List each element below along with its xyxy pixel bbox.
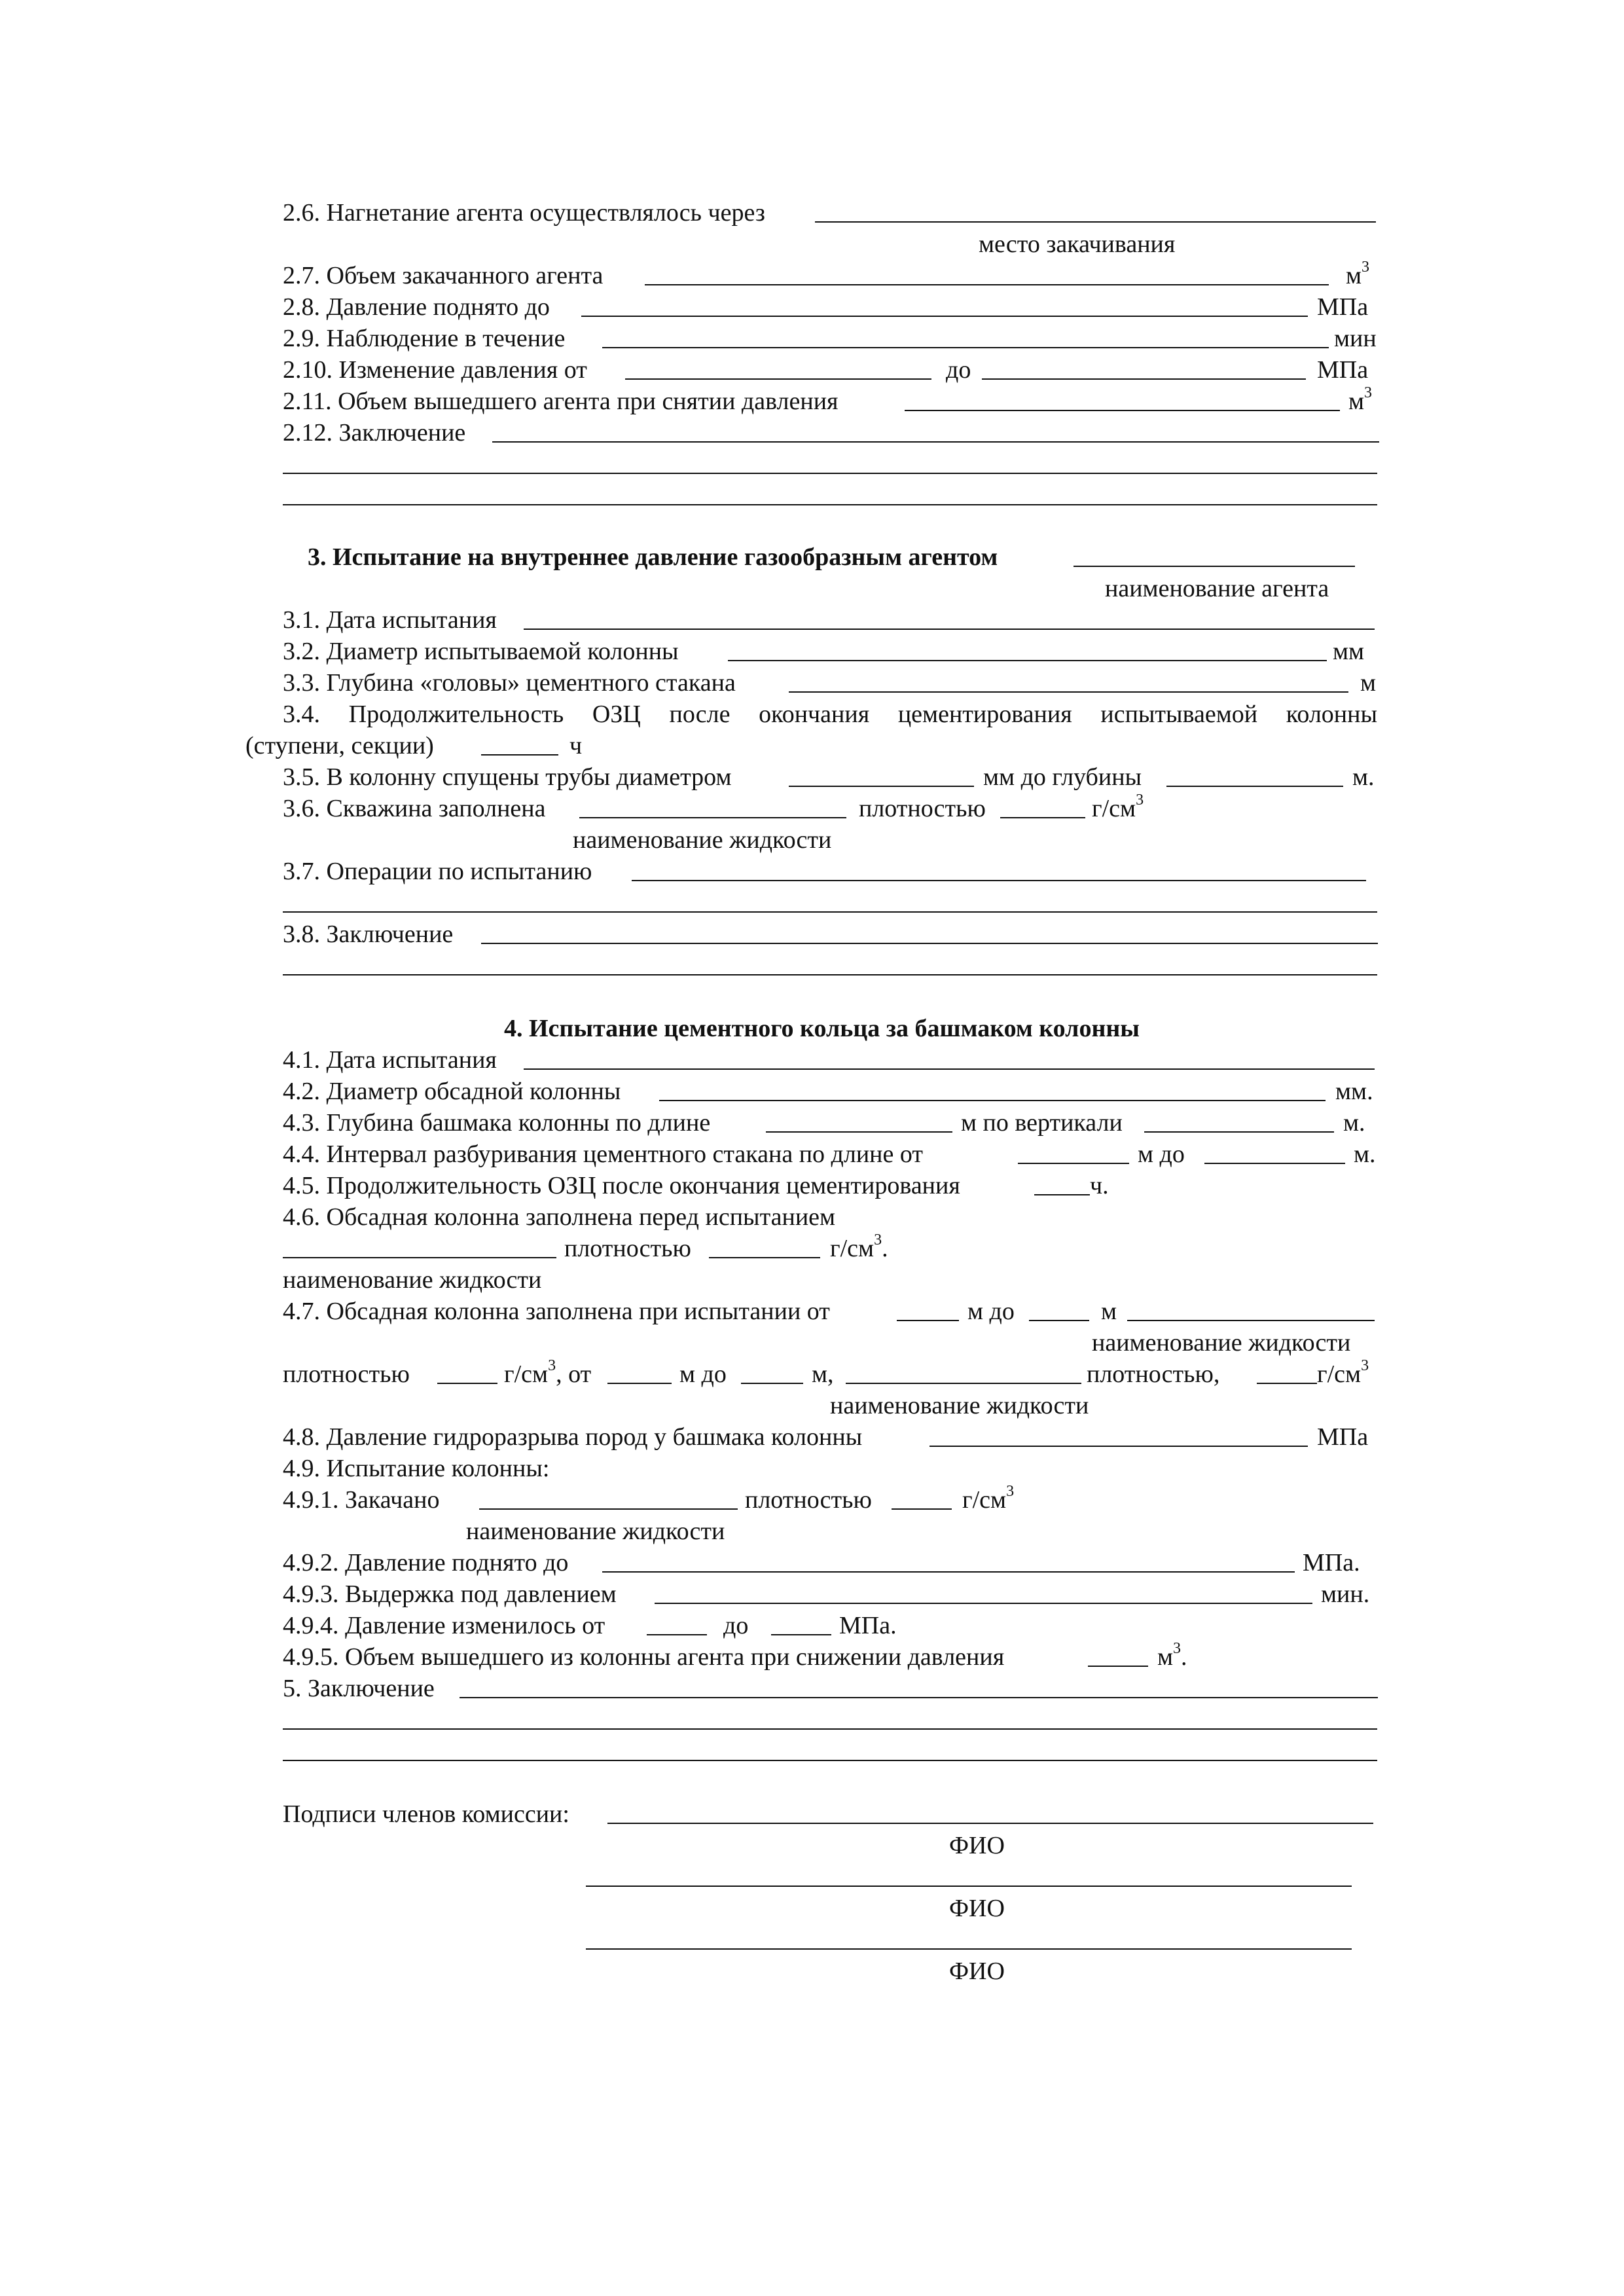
item-4-9-label: 4.9. Испытание колонны: [283,1455,550,1482]
item-4-9-1-hint: наименование жидкости [466,1518,725,1545]
item-2-10-from-field[interactable] [625,378,931,380]
item-4-1-field[interactable] [524,1068,1375,1070]
item-4-9-2-label: 4.9.2. Давление поднято до [283,1549,569,1576]
item-4-7b-hint: наименование жидкости [830,1392,1089,1419]
item-3-5-unit: м. [1352,763,1375,791]
item-4-5-unit: ч. [1090,1172,1109,1199]
item-4-7b-fluid-field[interactable] [846,1383,1081,1384]
section-3-agent-hint: наименование агента [1105,575,1329,602]
item-2-7-label: 2.7. Объем закачанного агента [283,262,604,289]
item-4-7-a: м до [967,1298,1015,1325]
item-5-field-2[interactable] [283,1728,1377,1730]
item-3-5-mid: мм до глубины [983,763,1142,791]
item-4-9-2-unit: МПа. [1303,1549,1360,1576]
item-4-3-length-field[interactable] [766,1131,952,1133]
item-4-7-hint: наименование жидкости [1092,1329,1351,1357]
item-3-5-label: 3.5. В колонну спущены трубы диаметром [283,763,732,791]
item-4-9-1-label: 4.9.1. Закачано [283,1486,440,1514]
item-4-7b-b: м, [812,1360,834,1388]
item-2-7-unit: $м^3$ [1346,259,1370,289]
item-4-7b-density-field[interactable] [437,1383,497,1384]
item-4-7b-density2-field[interactable] [1257,1383,1317,1384]
item-4-3-label: 4.3. Глубина башмака колонны по длине [283,1109,711,1137]
item-2-12-field[interactable] [492,441,1379,443]
item-4-2-field[interactable] [659,1100,1326,1101]
item-4-7-fluid-field[interactable] [1127,1320,1375,1321]
item-3-4-label-cont: (ступени, секции) [245,732,434,759]
signature-hint-1: ФИО [949,1832,1005,1859]
signature-line-2[interactable] [586,1886,1352,1887]
item-2-12-field-2[interactable] [283,473,1377,474]
item-2-9-field[interactable] [602,347,1329,348]
item-4-6-mid: плотностью [564,1235,691,1262]
item-4-9-4-unit: МПа. [839,1612,897,1639]
item-4-9-3-field[interactable] [655,1603,1312,1604]
item-4-4-mid: м до [1138,1140,1185,1168]
item-2-6-field[interactable] [815,221,1376,223]
item-4-9-5-unit: $м^3$. [1157,1640,1187,1671]
item-4-4-label: 4.4. Интервал разбуривания цементного стакана по длине от [283,1140,923,1168]
item-4-9-1-unit: $г/см^3$ [962,1483,1015,1514]
item-4-7-b: м [1101,1298,1117,1325]
item-2-8-field[interactable] [581,316,1308,317]
item-4-3-mid: м по вертикали [961,1109,1123,1137]
item-4-9-1-mid: плотностью [745,1486,872,1514]
item-3-4-label: 3.4. Продолжительность ОЗЦ после окончания цементирования испытываемой колонны [283,701,1377,728]
item-5-label: 5. Заключение [283,1675,435,1702]
item-4-3-unit: м. [1343,1109,1365,1137]
signature-hint-2: ФИО [949,1895,1005,1922]
item-3-3-field[interactable] [789,691,1348,693]
item-3-7-field[interactable] [632,880,1366,881]
item-3-1-label: 3.1. Дата испытания [283,606,497,634]
item-4-9-4-from-field[interactable] [647,1634,707,1635]
item-3-3-unit: м [1360,669,1377,697]
item-2-12-label: 2.12. Заключение [283,419,466,446]
item-3-6-unit: $г/см^3$ [1092,792,1144,822]
item-3-6-fluid-field[interactable] [579,817,846,818]
item-4-7b-c: плотностью, [1087,1360,1220,1388]
item-3-7-label: 3.7. Операции по испытанию [283,858,592,885]
item-2-8-label: 2.8. Давление поднято до [283,293,550,321]
item-4-7-from-field[interactable] [897,1320,959,1321]
item-4-9-4-to-field[interactable] [771,1634,831,1635]
signature-line-3[interactable] [586,1948,1352,1950]
item-4-6-density-field[interactable] [709,1257,820,1258]
item-4-9-1-fluid-field[interactable] [479,1508,738,1510]
item-4-6-fluid-field[interactable] [283,1257,556,1258]
item-4-7b-unit2: $г/см^3$ [1317,1357,1369,1388]
item-4-7b-from-field[interactable] [607,1383,672,1384]
item-4-6-label: 4.6. Обсадная колонна заполнена перед испытанием [283,1203,836,1231]
item-3-8-label: 3.8. Заключение [283,920,454,948]
item-4-9-2-field[interactable] [602,1571,1295,1573]
item-5-field[interactable] [460,1697,1378,1698]
item-4-7-to-field[interactable] [1029,1320,1089,1321]
item-2-6-label: 2.6. Нагнетание агента осуществлялось через [283,199,765,227]
item-4-6-hint: наименование жидкости [283,1266,542,1294]
item-4-1-label: 4.1. Дата испытания [283,1046,497,1074]
item-3-6-label: 3.6. Скважина заполнена [283,795,546,822]
section-4-title: 4. Испытание цементного кольца за башмаком колонны [504,1015,1140,1042]
section-3-agent-field[interactable] [1074,566,1355,567]
item-2-10-to-field[interactable] [982,378,1306,380]
item-3-1-field[interactable] [524,629,1375,630]
item-2-7-field[interactable] [645,284,1329,285]
item-2-12-field-3[interactable] [283,504,1377,505]
item-4-9-4-label: 4.9.4. Давление изменилось от [283,1612,605,1639]
item-3-6-density-field[interactable] [1000,817,1085,818]
item-4-4-to-field[interactable] [1204,1163,1345,1164]
item-3-2-label: 3.2. Диаметр испытываемой колонны [283,638,679,665]
item-4-9-1-density-field[interactable] [892,1508,952,1510]
item-3-6-hint: наименование жидкости [573,826,832,854]
item-4-7b-to-field[interactable] [741,1383,803,1384]
item-4-8-field[interactable] [929,1446,1308,1447]
item-3-8-field[interactable] [481,943,1378,944]
item-4-9-3-unit: мин. [1321,1580,1370,1608]
item-4-2-unit: мм. [1335,1078,1373,1105]
item-4-2-label: 4.2. Диаметр обсадной колонны [283,1078,621,1105]
item-4-7b-a: м до [679,1360,727,1388]
item-3-3-label: 3.3. Глубина «головы» цементного стакана [283,669,736,697]
item-2-9-unit: мин [1334,325,1377,352]
item-2-11-label: 2.11. Объем вышедшего агента при снятии давления [283,388,839,415]
item-2-11-field[interactable] [905,410,1340,411]
item-3-6-mid: плотностью [859,795,986,822]
item-4-3-vertical-field[interactable] [1144,1131,1334,1133]
signatures-label: Подписи членов комиссии: [283,1800,569,1828]
item-2-10-label: 2.10. Изменение давления от [283,356,587,384]
item-2-9-label: 2.9. Наблюдение в течение [283,325,566,352]
item-4-7b-label: плотностью [283,1360,410,1388]
item-2-11-unit: $м^3$ [1348,384,1373,415]
item-4-9-5-label: 4.9.5. Объем вышедшего из колонны агента при снижении давления [283,1643,1005,1671]
item-3-7-field-2[interactable] [283,911,1377,913]
item-4-5-label: 4.5. Продолжительность ОЗЦ после окончания цементирования [283,1172,960,1199]
item-3-4-field[interactable] [481,754,558,756]
item-3-2-field[interactable] [728,660,1327,661]
section-3-title: 3. Испытание на внутреннее давление газообразным агентом [308,543,998,571]
item-5-field-3[interactable] [283,1760,1377,1761]
item-2-6-hint: место закачивания [979,230,1176,258]
item-4-8-label: 4.8. Давление гидроразрыва пород у башмака колонны [283,1423,863,1451]
item-3-4-unit: ч [569,732,583,759]
item-4-9-5-field[interactable] [1088,1666,1148,1667]
item-4-4-from-field[interactable] [1018,1163,1129,1164]
item-4-9-4-mid: до [723,1612,749,1639]
item-4-4-unit: м. [1354,1140,1376,1168]
item-3-2-unit: мм [1333,638,1365,665]
item-2-10-mid: до [946,356,971,384]
signature-hint-3: ФИО [949,1958,1005,1985]
item-4-8-unit: МПа [1317,1423,1369,1451]
item-2-10-unit: МПа [1317,356,1369,384]
item-4-9-3-label: 4.9.3. Выдержка под давлением [283,1580,617,1608]
item-4-7b-unit1: $г/см^3$, от [504,1357,592,1388]
item-3-8-field-2[interactable] [283,974,1377,975]
item-4-6-unit: $г/см^3$. [830,1231,888,1262]
item-4-5-field[interactable] [1034,1194,1090,1195]
item-3-5-diameter-field[interactable] [789,786,974,787]
item-4-7-label: 4.7. Обсадная колонна заполнена при испытании от [283,1298,830,1325]
item-2-8-unit: МПа [1317,293,1369,321]
item-3-5-depth-field[interactable] [1166,786,1343,787]
signature-line-1[interactable] [607,1823,1373,1824]
